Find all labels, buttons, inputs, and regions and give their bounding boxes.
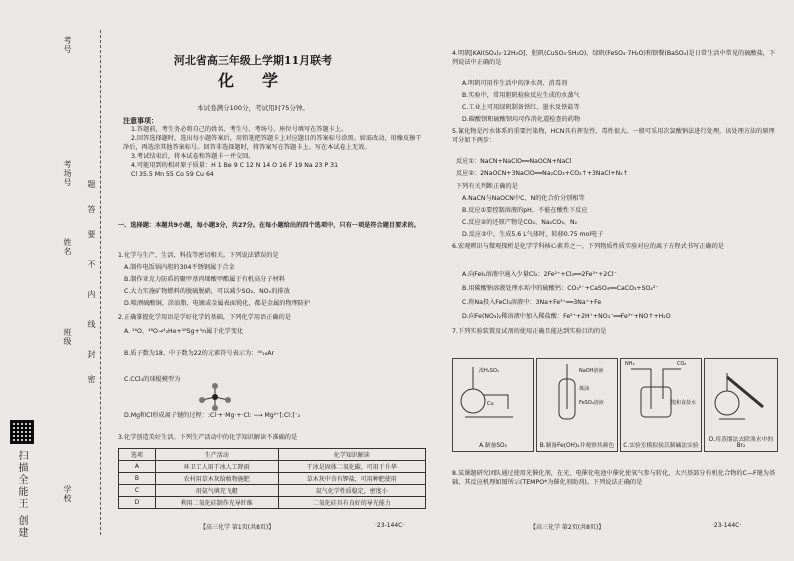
q7-figure-a (452, 358, 534, 452)
q5-option-c: C.反应②的还原产物是CO₂、Na₂CO₃、N₂ (462, 219, 578, 226)
label-banji: 班级 (63, 328, 72, 346)
figure-label: 饱和食盐水 (671, 400, 697, 406)
table-header-row (119, 449, 426, 461)
q6-stem: 6.宏观辨识与微观探析是化学学科核心素养之一。下列物质性质实验对应的离子方程式书写正确的是 (452, 243, 724, 250)
q7-stem: 7.下列实验装置及试剂的使用正确且能达到实验目的的是 (452, 328, 607, 335)
table-cell: 环卫工人用干冰人工降雨 (155, 461, 278, 473)
figure-label: CO₂ (677, 361, 687, 367)
table-row (119, 473, 426, 485)
q5-option-a: A.NaCN与NaOCN中C、N的化合价分别相等 (462, 195, 585, 202)
figure-caption: B.制备Fe(OH)₂并观察其颜色 (539, 443, 615, 449)
q4-option-d: D.碳酸钡和硫酸钡均可作消化道检查的药物 (462, 116, 581, 123)
q5-option-d: D.反应②中，生成5.6 L气体时，转移0.75 mol电子 (462, 231, 604, 238)
figure-label: 煤油 (579, 386, 590, 392)
table-cell: 草木灰中含有钾盐，可用种肥使用 (278, 473, 425, 485)
notice-item: 4.可能用到的相对原子质量：H 1 Be 9 C 12 N 14 O 16 F 19 Na 23 P 31 (131, 162, 339, 170)
table-cell: C (119, 485, 156, 497)
q2-option-c: C.CCl₄的球棍模型为 (124, 376, 181, 383)
table-cell: 农村用草木灰给植物施肥 (155, 473, 278, 485)
label-kaochang: 考场号 (63, 160, 72, 187)
figure-label: NH₃ (625, 361, 635, 367)
qr-code-icon (10, 420, 34, 444)
notices (123, 116, 423, 180)
binding-margin (0, 0, 112, 561)
table-row (119, 461, 426, 473)
notice-item: 3.考试结束后，将本试卷和答题卡一并交回。 (131, 153, 255, 161)
seal-char: 题 (87, 180, 96, 189)
figure-caption: A.制备SO₂ (479, 443, 507, 449)
q1-option-a: A.制作电饭锅内胆的304不锈钢属于合金 (124, 264, 235, 271)
q3-stem: 3.化学创造美好生活。下列生产活动中的化学知识解读不准确的是 (118, 434, 298, 441)
q4-option-a: A.明矾可用作生活中的净水剂、消毒剂 (462, 80, 568, 87)
q1-option-b: B.制作亚克力防盾的聚甲基丙烯酸甲酯属于有机高分子材料 (124, 276, 285, 283)
q5-option-b: B.反应①要控制溶液的pH，不能在酸性下反应 (462, 207, 588, 214)
q6-option-c: C.将Na投入FeCl₃溶液中：3Na+Fe³⁺══3Na⁺+Fe (462, 299, 602, 306)
seal-char: 封 (87, 350, 96, 359)
seal-char: 答 (87, 205, 96, 214)
table-cell: 用氨气填充飞艇 (155, 485, 278, 497)
q5-reaction-2: 反应②：2NaOCN+3NaClO══Na₂CO₃+CO₂↑+3NaCl+N₂↑ (456, 170, 628, 177)
notice-item: 1.答题前，考生务必将自己的姓名、考生号、考场号、座位号填写在答题卡上。 (131, 126, 348, 134)
table-row (119, 485, 426, 497)
table-cell: 二氧化硅具有良好的导光能力 (278, 497, 425, 509)
q6-option-a: A.向FeI₂溶液中通入少量Cl₂：2Fe²⁺+Cl₂══2Fe³⁺+2Cl⁻ (462, 271, 617, 278)
q4-stem: 4.明矾[KAl(SO₄)₂·12H₂O]、胆矾(CuSO₄·5H₂O)、绿矾(FeSO₄·7H₂O)和钡餐(BaSO₄)是日常生活中常见的硫酸盐，下列说法中正确的是 (452, 50, 776, 66)
ccl4-ball-stick-model (198, 383, 232, 411)
figure-label: 浓H₂SO₄ (479, 368, 499, 374)
q3-table (118, 448, 426, 509)
q7-figure-c (620, 358, 702, 452)
table-header: 选项 (119, 449, 156, 461)
footer-left-code: ·23-144C· (375, 522, 405, 529)
exam-note: 本试卷满分100分，考试用时75分钟。 (197, 104, 309, 112)
figure-label: Cu (487, 401, 494, 407)
figure-caption: D.用蒸馏法去除溴水中的Br₂ (708, 437, 774, 449)
q5-sub-stem: 下列有关判断正确的是 (456, 183, 518, 190)
seal-char: 不 (87, 260, 96, 269)
seal-char: 内 (87, 290, 96, 299)
table-cell: 干冰是固体二氧化碳，可用于升华 (278, 461, 425, 473)
figure-caption: C.实验室模拟侯氏制碱法实验 (623, 443, 699, 449)
notice-item: 2.回答选择题时，选出每小题答案后，用铅笔把答题卡上对应题目的答案标号涂黑。如需改动，用橡皮擦干净后，再选涂其他答案标号。回答非选择题时，将答案写在答题卡上。写在本试卷上无效。 (123, 135, 422, 152)
q6-option-d: D.向Fe(NO₃)₂稀溶液中加入稀盐酸：Fe²⁺+2H⁺+NO₃⁻══Fe³⁺+NO↑+H₂O (462, 313, 671, 320)
footer-left: 【高三化学 第1页(共8页)】 (200, 524, 275, 531)
q6-option-b: B.用碳酸钠溶液处理水垢中的硫酸钙：CO₃²⁻+CaSO₄══CaCO₃+SO₄²⁻ (462, 285, 659, 292)
exam-title: 河北省高三年级上学期11月联考 (173, 54, 333, 67)
label-kaohao: 考号 (63, 36, 72, 54)
table-header: 化学知识解读 (278, 449, 425, 461)
seal-line (100, 30, 101, 535)
q1-stem: 1.化学与生产、生活、科技等密切相关。下列说法错误的是 (118, 252, 279, 259)
table-row (119, 497, 426, 509)
figure-label: NaOH溶液 (579, 368, 604, 374)
q1-option-c: C.大力实施矿物燃料的脱硫脱硝，可以减少SO₂、NOₓ的排放 (124, 288, 290, 295)
section-heading: 一、选择题：本题共9小题，每小题3分，共27分。在每小题给出的四个选项中，只有一项是符合题目要求的。 (118, 222, 420, 229)
gas-bottle-icon (621, 359, 699, 429)
footer-right: 【高三化学 第2页(共8页)】 (530, 524, 605, 531)
table-cell: 氦气化学性质稳定，密度小 (278, 485, 425, 497)
q5-stem: 5.氰化物是污水体系的重要污染物，HCN具有挥发性、毒性很大。一般可采用次氯酸钠法进行处理，该处理方法的原理可分如下两步： (452, 128, 775, 144)
q2-option-d: D.Mg和Cl形成离子键的过程：:Cl·+·Mg·+·Cl: ⟶ Mg²⁺[:Cl:]⁻₂ (124, 412, 301, 419)
seal-char: 密 (87, 375, 96, 384)
q4-option-b: B.实验中，常用胆矾检验反应生成的水蒸气 (462, 92, 580, 99)
q2-stem: 2.正确掌握化学用语是学好化学的基础，下列化学用语正确的是 (118, 314, 291, 321)
table-cell: B (119, 473, 156, 485)
seal-char: 要 (87, 230, 96, 239)
table-cell: A (119, 461, 156, 473)
q2-option-a: A. ¹⁶O、¹⁸O→⁴₂He+¹⁸Sg+¹n属于化学变化 (124, 328, 244, 335)
q7-figure-b (536, 358, 618, 452)
table-header: 生产活动 (155, 449, 278, 461)
q4-option-c: C.工业上可用绿矾制备铁红、墨水及铁盐等 (462, 104, 580, 111)
footer-right-code: ·23-144C· (712, 522, 742, 529)
q8-stem: 8.某课题研究团队通过使用光催化剂，在光、电催化电池中催化使氧气参与转化，大兴基部分有机化合物的C—F键为基础，其反应机理如图所示(TEMPO*为催化剂助剂)。下列说法正确的是 (452, 470, 776, 486)
scanner-watermark: 扫描全能王 创建 (16, 450, 27, 540)
figure-label: FeSO₄溶液 (579, 400, 604, 406)
seal-char: 线 (87, 320, 96, 329)
q5-reaction-1: 反应①：NaCN+NaClO══NaOCN+NaCl (456, 158, 572, 165)
distillation-icon (705, 359, 775, 429)
notices-heading: 注意事项： (123, 117, 158, 125)
notice-item: Cl 35.5 Mn 55 Co 59 Cu 64 (131, 171, 214, 179)
table-cell: D (119, 497, 156, 509)
q7-figure-d (704, 358, 778, 452)
table-cell: 利用二氧化硅制作光导纤维 (155, 497, 278, 509)
q2-option-b: B.质子数为18、中子数为22的元素符号表示为：⁴⁰₁₈Ar (124, 350, 275, 357)
q1-option-d: D.喷洒硫酸铜、涂油脂、电镀或金属表面钝化，都是金属的物理防护 (124, 300, 311, 307)
subject-title: 化学 (218, 71, 307, 90)
label-xingming: 姓名 (63, 238, 72, 256)
label-xuexiao: 学校 (63, 485, 72, 503)
